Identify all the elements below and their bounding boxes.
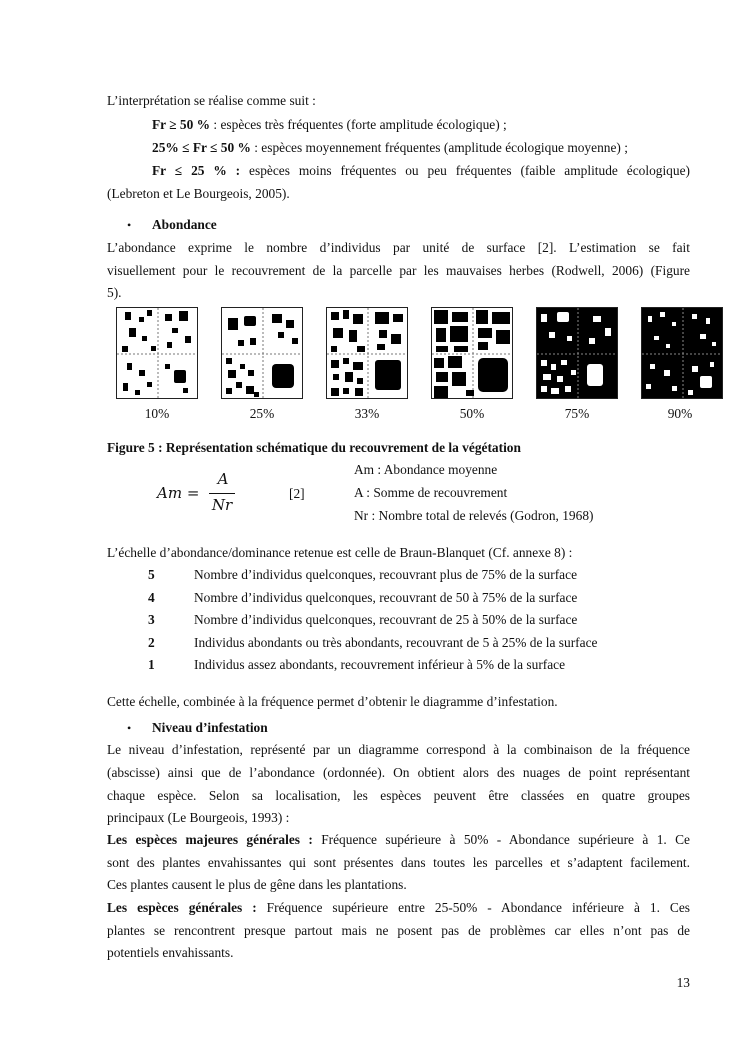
scale-number: 5 [148,567,155,582]
majeures-line-1: Les espèces majeures générales : Fréquence supérieure à 50% - Abondance supérieure à 1. Ce [107,832,690,847]
scale-number: 2 [148,635,155,650]
formula-legend-2: A : Somme de recouvrement [354,485,508,500]
majeures-line-3: Ces plantes causent le plus de gêne dans les plantations. [107,877,407,892]
abondance-line-1: L’abondance exprime le nombre d’individus par unité de surface [2]. L’estimation se fait [107,240,690,255]
intro-text: L’interprétation se réalise comme suit : [107,93,316,108]
formula-numerator: A [217,470,229,488]
scale-number: 1 [148,657,155,672]
freq-line-2: 25% ≤ Fr ≤ 50 % : espèces moyennement fréquentes (amplitude écologique moyenne) ; [152,140,628,155]
generales-line-1: Les espèces générales : Fréquence supérieure entre 25-50% - Abondance inférieure à 1. Ces [107,900,690,915]
abondance-line-3: 5). [107,285,122,300]
coverage-panel-33 [326,307,408,399]
bullet-icon: • [127,218,132,232]
freq-citation: (Lebreton et Le Bourgeois, 2005). [107,186,290,201]
freq-line-3: Fr ≤ 25 % : espèces moins fréquentes ou peu fréquentes (faible amplitude écologique) [152,163,690,178]
coverage-panel-25 [221,307,303,399]
coverage-label-25: 25% [249,406,275,421]
coverage-panel-10 [116,307,198,399]
niveau-line-1: Le niveau d’infestation, représenté par un diagramme correspond à la combinaison de la fréquence [107,742,690,757]
niveau-line-2: (abscisse) ainsi que de l’abondance (ordonnée). On obtient alors des nuages de point représentant [107,765,690,780]
formula-lhs: Am = [157,484,200,502]
scale-text: Nombre d’individus quelconques, recouvrant de 25 à 50% de la surface [194,612,578,627]
coverage-label-50: 50% [459,406,485,421]
scale-number: 3 [148,612,155,627]
coverage-panel-75 [536,307,618,399]
page-number: 13 [676,975,690,990]
scale-text: Nombre d’individus quelconques, recouvrant plus de 75% de la surface [194,567,578,582]
generales-line-2: plantes se rencontrent presque partout mais ne posent pas de problèmes car elles n’ont pas de [107,923,690,938]
generales-line-3: potentiels envahissants. [107,945,234,960]
scale-outro: Cette échelle, combinée à la fréquence permet d’obtenir le diagramme d’infestation. [107,694,558,709]
niveau-heading: Niveau d’infestation [152,720,268,735]
formula-legend-1: Am : Abondance moyenne [354,462,498,477]
niveau-line-4: principaux (Le Bourgeois, 1993) : [107,810,290,825]
scale-text: Individus abondants ou très abondants, recouvrant de 5 à 25% de la surface [194,635,598,650]
scale-text: Nombre d’individus quelconques, recouvrant de 50 à 75% de la surface [194,590,578,605]
coverage-panel-90 [641,307,723,399]
abondance-line-2: visuellement pour le recouvrement de la parcelle par les mauvaises herbes (Rodwell, 2006) (Figure [107,263,690,278]
freq-line-1: Fr ≥ 50 % : espèces très fréquentes (forte amplitude écologique) ; [152,117,507,132]
coverage-label-90: 90% [667,406,693,421]
fraction-bar [209,493,235,494]
scale-number: 4 [148,590,155,605]
bullet-icon: • [127,721,132,735]
figure-caption: Figure 5 : Représentation schématique du recouvrement de la végétation [107,440,521,455]
formula-legend-3: Nr : Nombre total de relevés (Godron, 1968) [354,508,594,523]
scale-intro: L’échelle d’abondance/dominance retenue est celle de Braun-Blanquet (Cf. annexe 8) : [107,545,573,560]
coverage-label-75: 75% [564,406,590,421]
coverage-panel-50 [431,307,513,399]
formula-ref: [2] [289,486,305,501]
coverage-label-33: 33% [354,406,380,421]
niveau-line-3: chaque espèce. Selon sa localisation, les espèces peuvent être classées en quatre groupes [107,788,690,803]
abondance-heading: Abondance [152,217,217,232]
coverage-label-10: 10% [144,406,170,421]
majeures-line-2: sont des plantes envahissantes qui sont présentes dans toutes les parcelles et s’adaptent facilement. [107,855,690,870]
formula-denominator: Nr [211,496,233,514]
scale-text: Individus assez abondants, recouvrement inférieur à 5% de la surface [194,657,566,672]
formula [157,470,247,518]
